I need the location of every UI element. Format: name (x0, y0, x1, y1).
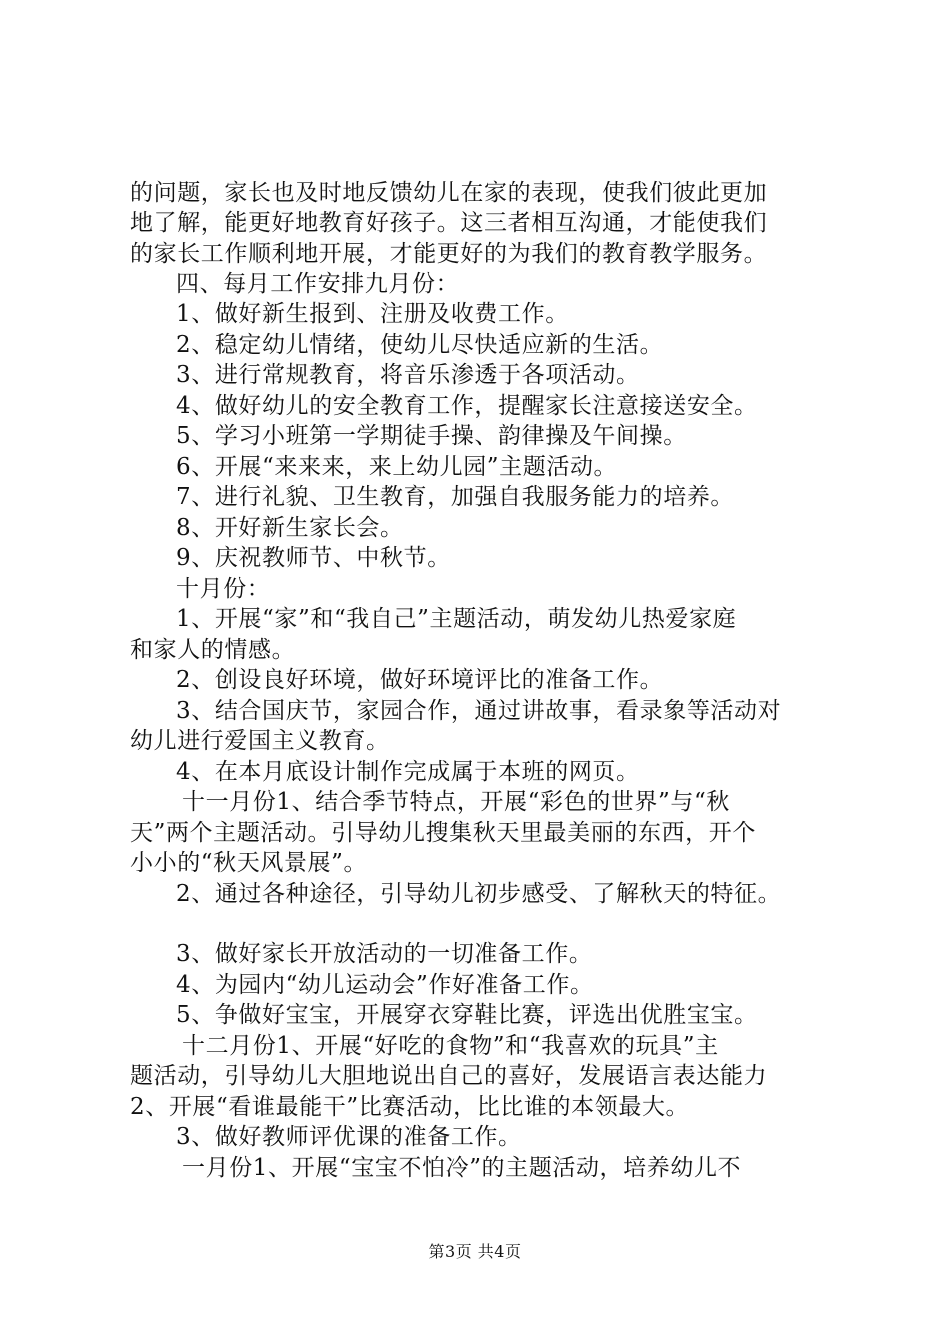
list-item: 3、结合国庆节，家园合作，通过讲故事，看录象等活动对 (176, 698, 782, 724)
text-line: 的问题，家长也及时地反馈幼儿在家的表现，使我们彼此更加 (130, 180, 768, 206)
list-item: 一月份1、开展“宝宝不怕冷”的主题活动，培养幼儿不 (182, 1155, 742, 1181)
list-item: 5、学习小班第一学期徒手操、韵律操及午间操。 (176, 423, 687, 449)
text-line: 2、开展“看谁最能干”比赛活动，比比谁的本领最大。 (130, 1094, 690, 1120)
list-item: 4、为园内“幼儿运动会”作好准备工作。 (176, 972, 594, 998)
text-line: 的家长工作顺利地开展，才能更好的为我们的教育教学服务。 (130, 241, 768, 267)
list-item: 十二月份1、开展“好吃的食物”和“我喜欢的玩具”主 (182, 1033, 719, 1059)
list-item: 8、开好新生家长会。 (176, 515, 404, 541)
text-line: 和家人的情感。 (130, 637, 296, 663)
list-item: 3、做好家长开放活动的一切准备工作。 (176, 941, 593, 967)
text-line: 题活动，引导幼儿大胆地说出自己的喜好，发展语言表达能力 (130, 1063, 768, 1089)
text-line: 地了解，能更好地教育好孩子。这三者相互沟通，才能使我们 (130, 210, 768, 236)
list-item: 2、通过各种途径，引导幼儿初步感受、了解秋天的特征。 (176, 881, 782, 907)
list-item: 2、稳定幼儿情绪，使幼儿尽快适应新的生活。 (176, 332, 664, 358)
list-item: 1、做好新生报到、注册及收费工作。 (176, 301, 569, 327)
section-heading: 四、每月工作安排九月份： (176, 271, 460, 297)
list-item: 5、争做好宝宝，开展穿衣穿鞋比赛，评选出优胜宝宝。 (176, 1002, 758, 1028)
list-item: 3、做好教师评优课的准备工作。 (176, 1124, 522, 1150)
list-item: 十一月份1、结合季节特点，开展“彩色的世界”与“秋 (182, 789, 730, 815)
list-item: 4、在本月底设计制作完成属于本班的网页。 (176, 759, 640, 785)
page-footer: 第3页 共4页 (428, 1242, 522, 1261)
list-item: 9、庆祝教师节、中秋节。 (176, 545, 451, 571)
list-item: 2、创设良好环境，做好环境评比的准备工作。 (176, 667, 664, 693)
list-item: 7、进行礼貌、卫生教育，加强自我服务能力的培养。 (176, 484, 735, 510)
text-line: 幼儿进行爱国主义教育。 (130, 728, 390, 754)
list-item: 6、开展“来来来，来上幼儿园”主题活动。 (176, 454, 618, 480)
list-item: 1、开展“家”和“我自己”主题活动，萌发幼儿热爱家庭 (176, 606, 737, 632)
text-line: 天”两个主题活动。引导幼儿搜集秋天里最美丽的东西，开个 (130, 820, 756, 846)
text-line: 小小的“秋天风景展”。 (130, 850, 368, 876)
list-item: 4、做好幼儿的安全教育工作，提醒家长注意接送安全。 (176, 393, 758, 419)
list-item: 3、进行常规教育，将音乐渗透于各项活动。 (176, 362, 640, 388)
section-heading: 十月份： (176, 576, 271, 602)
